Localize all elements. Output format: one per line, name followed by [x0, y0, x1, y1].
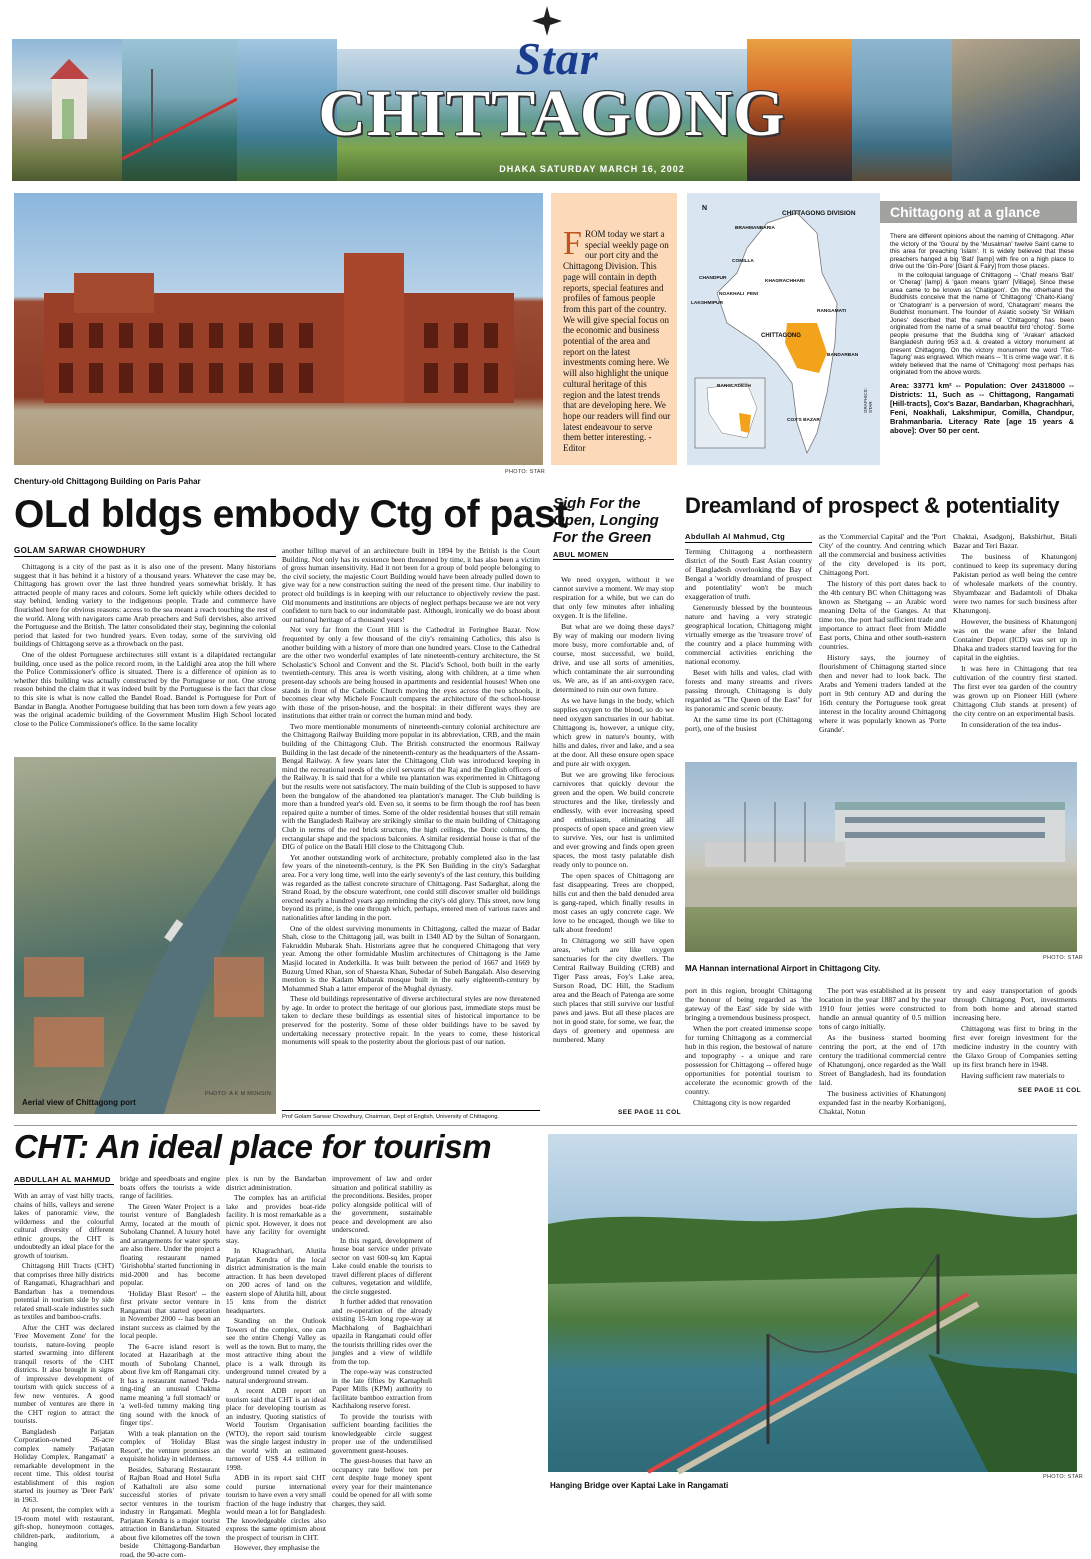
chittagong-division-map: [687, 193, 880, 465]
article4-para: ADB in its report said CHT could pursue international tourism to have even a very small fraction of the huge industry that would mean a lot for Bangladesh. The knowledgeable circles also express the same optimism about the prospect of tourism in CHT.: [226, 1474, 326, 1542]
port-aerial-photo: [14, 757, 276, 1114]
article3-para: The business activities of Khatungonj expanded fast in the nearby Korbanigonj, Chaktai, Notun: [819, 1089, 946, 1116]
article4-para: Chittagong Hill Tracts (CHT) that comprises three hilly districts of Rangamati, Khagrachhari and Bandarban has a tremendous potential in tourism side by side related small-scale industries such as textiles and bamboo-crafts.: [14, 1262, 114, 1322]
article1-col2-para: Yet another outstanding work of architecture, probably completed also in the last few years of the nineteenth-century, is the PK Sen Building in the city's Sadarghat area. For a very long time, well into the early seventy's of the last century, this building was regarded as the tallest concrete structure of Chittagong. Past Sadarghat, along the Strand Road, by the obscure waterfront, one could still discover smaller old buildings erected nearly a hundred years ago reminding the city's old glory. This street, now long beyond its prime, is the one through which, perhaps, entered men of various races and nationalities after landing in the port.: [282, 854, 540, 923]
article4-col1: [14, 1192, 114, 1492]
intro-dropcap: F: [563, 227, 582, 261]
article1-note-rule: [282, 1110, 540, 1111]
article4-para: The guest-houses that have an occupancy rate bellow ten per cent despite huge money spent every year for their maintenance could be opened for all with some charges, they said.: [332, 1457, 432, 1508]
article4-byline: ABDULLAH AL MAHMUD: [14, 1175, 111, 1184]
masthead-photo-rangamati-fountain: [12, 39, 122, 181]
map-title: CHITTAGONG DIVISION: [782, 210, 856, 217]
article1-byline: GOLAM SARWAR CHOWDHURY: [14, 546, 146, 555]
article3-see-page: SEE PAGE 11 COL: [1018, 1087, 1081, 1094]
article4-para: 'Holiday Blast Resort' -- the first private sector venture in Rangamati that started operation in November 2000 -- has been an instant success as claimed by the local people.: [120, 1290, 220, 1341]
article4-para: After the CHT was declared 'Free Movement Zone' for the tourists, nature-loving people started swarming into different tranquil resorts of the CHT districts. It also brought in signs of impressive development of tourism with quick success of a few new ventures. A good number of ventures are there in the CHT region to attract the tourists.: [14, 1324, 114, 1426]
article2-headline: Sigh For the Open, Longing For the Green: [553, 495, 673, 546]
article3-lower-col2: [819, 986, 946, 1116]
masthead-title-small: Star: [497, 32, 617, 85]
article4-para: plex is run by the Bandarban district administration.: [226, 1175, 326, 1192]
dateline: DHAKA SATURDAY MARCH 16, 2002: [442, 164, 742, 174]
article3-headline: Dreamland of prospect & potentiality: [685, 493, 1059, 519]
article3-para: Generously blessed by the bounteous nature and having a very strategic geographical location, Chittagong might virtually emerge as the 'treasure trove' of the country and a place humming with commercial activities enriching the national economy.: [685, 603, 812, 666]
article3-para: When the port created immense scope for turning Chittagong as a commercial hub in this region, the bestowal of nature and topography - a unique and rare possession for Chittagong -- offered huge opportunities for potential tourism to accelerate the economic growth of the country.: [685, 1024, 812, 1096]
article4-para: It further added that renovation and re-operation of the already existing 15-km long rope-way at Machhalong of Baghaichhari upazila in Rangamati could offer the tourists thrilling rides over the jungles and a view of wildlife from the top.: [332, 1298, 432, 1366]
article3-para: As the business started booming centring the port, at the end of 17th century the traditional commercial centre of Khatungonj, once regarded as the Wall Street of Bangladesh, had its foundation laid.: [819, 1033, 946, 1087]
glance-body: [890, 233, 1074, 435]
map-north-icon: N: [702, 205, 707, 212]
article4-rule: [14, 1184, 114, 1185]
article3-para: port in this region, brought Chittagong the honour of being regarded as 'the gateway of the East' side by side with bringing a tremendous business prospect.: [685, 986, 812, 1022]
masthead-title-large: CHITTAGONG: [292, 76, 812, 152]
article4-top-rule: [14, 1125, 1077, 1126]
article1-col1-para: Chittagong is a city of the past as it is also one of the present. Many historians suggest that it has behind it a history of a thousand years. Whatever the case may be, Chittagong has grown over the last three hundred years somewhat briskly. It has attracted people of many races and colours. Some left quickly while others decided to stay behind, lending variety to the indigenous people. Trade and commerce have flourished here for obvious reasons: access to the sea meant a reach touching the rest of the world. Along with navigators came Arab preachers and Sufi dervishes, also arrived the Portuguese and the British. The latter consolidated their stay, beginning the colonial period that lasted for two hundred years. Even today, some of the surviving old buildings of Chittagong serve as a throwback on the past.: [14, 563, 276, 649]
article2-byline: ABUL MOMEN: [553, 550, 609, 559]
article3-para: Terming Chittagong a northeastern district of the South East Asian country of Bangladesh overlooking the Bay of Bengal a 'worldly dreamland of prospect and potentiality' won't be much exaggeration of truth.: [685, 547, 812, 601]
article3-rule: [685, 542, 812, 543]
article3-para: as the 'Commercial Capital' and the 'Port City' of the country. And centring which all the commercial and business activities of the city developed is its port, Chittagong Port.: [819, 532, 946, 577]
article3-para: Chaktai, Asadgonj, Bakshirhut, Bitali Bazar and Teri Bazar.: [953, 532, 1077, 550]
article3-para: The port was established at its present location in the year 1887 and by the year 1910 four jetties were constructed to handle an annual quantity of 0.5 million tons of cargo initially.: [819, 986, 946, 1031]
article4-para: Bangladesh Parjatan Corporation-owned 26-acre complex namely 'Parjatan Holiday Complex, Rangamati' a remarkable development in the recent time. This oldest tourist establishment of this region started its journey as 'Deer Park' in 1963.: [14, 1428, 114, 1505]
article3-para: Beset with hills and vales, clad with forests and many streams and rivers passing through, Chittagong is duly regarded as "The Queen of the East" for its panoramic and scenic beauty.: [685, 668, 812, 713]
map-label-bandarban: BANDARBAN: [827, 353, 858, 358]
article4-para: The rope-way was constructed in the late fifties by Karnaphuli Paper Mills (KPM) authority to facilitate bamboo extraction from Kachhalong reserve forest.: [332, 1368, 432, 1411]
article2-rule: [553, 559, 674, 560]
glance-stats: Area: 33771 km² -- Population: Over 24318000 -- Districts: 11, Such as -- Chittagong, Rangamati [Hill-tracts], Cox's Bazar, Bandarban, Khagrachhari, Feni, Noakhali, Lakshmipur, Comilla, Chandpur, Brahmanbaria. Literacy Rate [age 15 years & above]: Over 50 per cent.: [890, 381, 1074, 435]
article3-col3: [953, 532, 1077, 759]
article1-col2-para: Two more mentionable monuments of nineteenth-century colonial architecture are the Chittagong Railway Building more popular in its abbreviation, CRB, and the main building of the Chittagong Club. The British constructed the enormous Railway Building in the last decade of the nineteenth-century as the headquarters of the Assam-Bengal Railway. A few years later the Chittagong Club was introduced keeping in mind the recreational needs of the civil servants of the Raj and the English officers of the Railway. It is said that for a while tea plantation was experimented in Chittagong but the results were not satisfactory. The main building of the Club is supposed to have been the bungalow of the abandoned tea plantation's manager. The Club building is more than a hundred year's old. Even so, it seems to be firm though the roof has been repaired quite a number of times. Some of the older residential houses that still remain with the Bangladesh Railway are strikingly similar to the main building of Chittagong Club in terms of the red brick structure, the high ceilings, the Doric columns, the rectangular shape and the spacious balconies. A similar residential house is that of the DIG of police on the Batali Hill close to the Chittagong Club.: [282, 723, 540, 852]
article4-para: In Khagrachhari, Alutila Parjatan Kendra of the local district administration is the main attraction. It has been developed on 200 acres of land on the eastern slope of Alutila hill, about 15 kms from the district headquarters.: [226, 1247, 326, 1315]
article4-para: The complex has an artificial lake and provides boat-ride facility. It is most remarkable as a picnic spot. However, it does not have any facility for overnight stay.: [226, 1194, 326, 1245]
article3-byline: Abdullah Al Mahmud, Ctg: [685, 532, 785, 541]
article3-para: In consideration of the tea indus-: [953, 720, 1077, 729]
article3-para: try and easy transportation of goods through Chittagong Port, investments from both home and abroad started increasing here.: [953, 986, 1077, 1022]
glance-box: [880, 193, 1077, 465]
article4-para: bridge and speedboats and engine boats offers the tourists a wide range of facilities.: [120, 1175, 220, 1201]
article1-col2: [282, 547, 540, 1103]
article1-col2-para: One of the oldest surviving monuments in Chittagong, called the mazar of Badar Shah, close to the Chittagong jail, was built in 1340 AD by the Sultan of Sonargaon, Fakruddin Mubarak Shah. Historians agree that he conquered Chittagong that very year. Among the other formidable Muslim architectures of Chittagong is the Jame Masjid located in Anderkilla. It was built between the period of 1667 and 1669 by Buzurg Umed Khan, son of Shaesta Khan, Subedar of Subeh Bangalah. Also deserving mention is the Kadam Mubarak mosque built in the early eighteenth-century by Mohammed Shah a latter emperor of the Mughal dynasty.: [282, 925, 540, 994]
article4-para: A recent ADB report on tourism said that CHT is an ideal place for developing tourism as an industry. Quoting statistics of World Tourism Organisation (WTO), the report said tourism was the single largest industry in the world with an estimated turnover of US$ 4.4 trillion in 1998.: [226, 1387, 326, 1472]
article4-headline: CHT: An ideal place for tourism: [14, 1128, 491, 1166]
article1-headline: OLd bldgs embody Ctg of past: [14, 493, 568, 537]
article3-para: The business of Khatungonj continued to keep its supremacy during Pakistan period as well being the centre of wholesale markets of the country. Shyambazar and Badamtoli of Dhaka were two names for such business after Khatungonj.: [953, 552, 1077, 615]
article1-col2-para: Not very far from the Court Hill is the Cathedral in Feringhee Bazar. Now frequented by only a few thousand of the city's remaining Catholics, this also is another building with a history of more than one hundred years. Close to the Cathedral are the other two wonderful examples of late nineteenth-century architecture, the St Scholastic's School and Convent and the St. Placid's School, both built in the early twentieth-century. This area is worth visiting, along with children, at a time when present-day schools are being housed in apartments and residential houses! When one stands in front of the Catholic Church moving the eyes across the two schools, it becomes clear why Michele Foucault compares the architecture of the school-house with those of the prison-house, and the hospital: in their different ways they are institutions that either train or correct the human mind and body.: [282, 626, 540, 721]
article4-para: The 6-acre island resort is located at Hazaribagh at the mouth of Subolang Channel, about five km off Rangamati city. It has a restaurant named 'Peda-ting-ting' an unusual Chakma name meaning 'a full stomach' or 'a well-fed tummy making ting ting sound with the knock of finger tips'.: [120, 1343, 220, 1428]
masthead-photo-bridge: [122, 39, 237, 181]
article3-para: It was here in Chittagong that tea cultivation of the country first started. The first ever tea garden of the country was grown up on Pioneer Hill (where Chittagong Club stands at present) of the city centre on an experimental basis.: [953, 664, 1077, 718]
masthead-photo-beach: [852, 39, 952, 181]
article4-para: Standing on the Outlook Towers of the complex, one can see the entire Chengi Valley as well as the town. But to many, the most attractive thing about the place is a walk through its underground tunnel created by a natural underground stream.: [226, 1317, 326, 1385]
airport-photo: [685, 762, 1077, 952]
article2-body: [553, 575, 674, 1105]
article3-para: However, the business of Khatungonj was on the wane after the Inland Container Depot (ICD) was set up in Dhaka and traders started leaving for the capital in the eighties.: [953, 617, 1077, 662]
article4-para: However, they emphasise the: [226, 1544, 326, 1553]
map-label-brahmanbaria: BRAHMANBARIA: [735, 226, 775, 231]
map-label-noakhali: NOAKHALI: [719, 292, 744, 297]
map-label-rangamati: RANGAMATI: [817, 309, 846, 314]
article1-rule: [14, 556, 276, 557]
airport-photo-caption: MA Hannan international Airport in Chittagong City.: [685, 964, 880, 973]
hanging-bridge-photo: [548, 1134, 1077, 1472]
building-photo-caption: Chentury-old Chittagong Building on Paris Pahar: [14, 477, 201, 486]
article1-col1: [14, 563, 276, 743]
article3-para: At the same time its port (Chittagong port), one of the busiest: [685, 715, 812, 733]
article3-lower-col1: [685, 986, 812, 1116]
article4-para: At present, the complex with a 19-room motel with restaurant, gift-shop, honeymoon cottages, children-park, auditorium, a hanging: [14, 1506, 114, 1549]
intro-text: [563, 229, 671, 454]
article4-para: In this regard, development of house boat service under private sector on vast 600-sq km Kaptai Lake could enable the tourists to travel different places of different cultures, vegetation and wildlife, the circle suggested.: [332, 1237, 432, 1297]
article3-lower-col3: [953, 986, 1077, 1086]
building-photo-credit: PHOTO: STAR: [505, 469, 545, 475]
airport-photo-credit: PHOTO: STAR: [1043, 955, 1083, 961]
article3-col2: [819, 532, 946, 759]
article3-para: Chittagong was first to bring in the first ever foreign investment for the medicine industry in the country with the Glaxo Group of Companies setting up its first branch here in 1948.: [953, 1024, 1077, 1069]
intro-body: ROM today we start a special weekly page on our port city and the Chittagong Division. This page will contain in depth reports, special features and profiles of famous people from this part of the country. We will give special focus on the economic and business potential of the area and report on the latest investments coming here. We will also highlight the unique cultural heritage of this region and the latest trends that are developing here. We hope our readers will find our latest endeavour to serve them better interesting. - Editor: [563, 229, 670, 453]
hanging-bridge-photo-caption: Hanging Bridge over Kaptai Lake in Rangamati: [550, 1481, 728, 1490]
article4-col4: [332, 1175, 432, 1492]
map-label-khagrachhari: KHAGRACHHARI: [765, 279, 805, 284]
building-photo: [14, 193, 543, 465]
article2-para: As we have lungs in the body, which supplies oxygen to the blood, so do we need oxygen sanctuaries in our habitat. Chittagong is, however, a unique city, which grew in nature's bounty, with hills and dales, river and lake, and a sea at the door. All these ensure open space and pure air with oxygen.: [553, 696, 674, 768]
article4-para: Besides, Sabarang Restaurant of Rajban Road and Hotel Sufia of Kathaltoli are also some successful stories of private sector ventures in the tourism industry in Rangamati. Meghla Parjatan Kendra is a major tourist attraction in Bandarban. Situated about five kilometres off the town beside Chittagong-Bandarban road, the 90-acre com-: [120, 1466, 220, 1559]
article4-para: improvement of law and order situation and political stability as the preconditions. Besides, proper policy alongside political will of the government, sustainable peace and development are also underscored.: [332, 1175, 432, 1235]
article4-para: With a teak plantation on the complex of 'Holiday Blast Resort', the venture promises an exquisite holiday in wilderness.: [120, 1430, 220, 1464]
glance-title-bar: [880, 201, 1077, 223]
article3-para: Having sufficient raw materials to: [953, 1071, 1077, 1080]
map-label-chandpur: CHANDPUR: [699, 276, 726, 281]
port-photo-credit: PHOTO: A K M MOHSIN: [205, 1091, 271, 1097]
glance-para-2: In the colloquial language of Chittagong -- 'Chati' means 'Bati' or 'Cherag' [lamp] & 'gaon means 'gram' [Village]. Since these area came to be known as 'Chatigaon'. On the otherhand the Buddhists conceive that the name of 'Chittagong' 'Chaito-Kiang' or 'Chatogram' is a perversion of word, 'Chatagram' means the Buddhist monument. The founder of Asiatic society 'Sir William Jones' described that the name of 'Chittagong' has been originated from the name of a small beautiful bird 'chotog'. Some people presume that the Buddha king of 'Arakan' attacked Bangladesh during 953 a.d. & created a victory monument at present Chittagong. On the victory monument the word 'Tist-Tagung' was engraved. Which means -- 'It is crime wage war'. It is widely believed that the name of 'Chittagong' most perhaps has originated from the above words.: [890, 272, 1074, 377]
article3-para: History says, the journey of flourishment of Chittagong started since then and never had to look back. The Arabs and Yemeni traders landed at the port in 9th century AD and during the 16th century the Portuguese took great interest in the locality around Chittagong where it was popularly known as 'Porte Grande'.: [819, 653, 946, 734]
article2-see-page: SEE PAGE 11 COL: [618, 1109, 681, 1116]
article2-para: But we are growing like ferocious carnivores that quickly devour the green and the open. We build concrete structures and the like, tirelessly and endlessly, with ever increasing speed and enthusiasm, eliminating all prospects of open space and green view to survive. Yes, our lust is unlimited and ever growing and finds open green spaces, the most tasty palatable dish ready only to pounce on.: [553, 770, 674, 869]
glance-para-1: There are different opinions about the naming of Chittagong. After the victory of the 'Goura' by the 'Musalman' twelve Saint came to this area for preaching 'Islam'. It is widely believed that these preachers hanged a big 'Bati' [lamp] with fire on a high place to drive out the 'Gin-Pore' [Giant & Fairy] from those places.: [890, 233, 1074, 271]
article3-col1: [685, 547, 812, 759]
article2-para: The open spaces of Chittagong are fast disappearing. Trees are chopped, hills cut and then the bald denuded area is gang-raped, which finally results in most cases an ugly concrete cage. We love to be encaged, though we like to talk about freedom!: [553, 871, 674, 934]
port-photo-caption: Aerial view of Chittagong port: [22, 1098, 136, 1107]
article1-col2-para: These old buildings representative of diverse architectural styles are now threatened by age. In order to protect the heritage of our glorious past, immediate steps must be taken to declare these buildings as essential sites of historical importance to be preserved for the posterity. Some of these older buildings have to be saved by undertaking necessary protective repair. In the years to come, these historical monuments will speak to the posterity about the glorious past of our nation.: [282, 995, 540, 1047]
intro-box: [551, 193, 677, 465]
glance-title: Chittagong at a glance: [880, 201, 1077, 220]
article1-col1-para: One of the oldest Portuguese architectures still extant is a dilapidated rectangular building, once used as the police record room, in the Laldighi area atop the hill where the Police Commissioner's office is situated. There is a difference of opinion as to whether this building was actually constructed by the Portuguese or not. One strong reason behind the claim that it was indeed built by the Portuguese is the fact that close to this site is what is now called the Bandel Road. Bandel is Portuguese for Port of Bandar in Bangla. Another Portuguese building that has been torn down a few years ago was the original academic building of the Government Muslim High School located close to the Police Commissioner's office. In the same locality: [14, 651, 276, 728]
article3-para: The history of this port dates back to the 4th century BC when Chittagong was known as Shetgang -- an Arabic word meaning Delta of the Ganges. At that time too, the port had sufficient trade and importance to attract fleet from Middle East ports, China and other south-eastern countries.: [819, 579, 946, 651]
masthead: [12, 14, 1080, 174]
article2-para: We need oxygen, without it we cannot survive a moment. We may stop respiration for a while, but we can do that only few minutes after inhaling oxygen. It is the lifeline.: [553, 575, 674, 620]
hanging-bridge-photo-credit: PHOTO: STAR: [1043, 1474, 1083, 1480]
map-box: [687, 193, 880, 465]
map-label-feni: FENI: [747, 292, 758, 297]
article4-para: With an array of vast hilly tracts, chains of hills, valleys and serene lakes of panoramic view, the wilderness and the colourful cultural diversity of different ethnic groups, the CHT is undoubtedly an ideal place for the growth of tourism.: [14, 1192, 114, 1260]
map-label-coxs-bazar: COX'S BAZAR: [787, 418, 820, 423]
article1-col2-para: another hilltop marvel of an architecture built in 1894 by the British is the Court Building. Not only has its existence been threatened by time, it has also been a victim of gross human insensitivity. Had it not been for a group of bold people belonging to the civil society, the majestic Court Building would have been already pulled down to give way for a new construction suiting the need of the present time. Our inability to protect old buildings is in keeping with our reluctance to objectively review the past. Old monuments and institutions are objects of neglect perhaps because we are not very confident to turn back to our indomitable past. Although, ironically we do boast about our national heritage of a thousand years!: [282, 547, 540, 624]
article3-para: Chittagong city is now regarded: [685, 1098, 812, 1107]
article2-para: In Chittagong we still have open areas, which are like oxygen sanctuaries for the city dwellers. The Central Railway Building (CRB) and Tiger Pass areas, Foy's Lake area, Surson Road, DC Hill, the Stadium area and the Beach of Patenga are some such places that still survive our lustful paws and jaws. But all these places are not in good state, for some, we fear, the days of greenery and openness are numbered. Many: [553, 936, 674, 1044]
article4-col3: [226, 1175, 326, 1492]
map-label-chittagong: CHITTAGONG: [761, 333, 801, 339]
article1-author-note: Prof Golam Sarwar Chowdhury, Chairman, Dept of English, University of Chittagong.: [282, 1114, 540, 1120]
map-credit: GRAPHICS: STAR: [863, 388, 873, 413]
map-label-comilla: COMILLA: [732, 259, 754, 264]
article2-para: But what are we doing these days? By way of making our modern living more busy, more comfortable and, of course, most successful, we build, drive, and use all sorts of amenities, which contaminate the air surrounding us. We are, as if an anti-oxygen race, determined to ruin our own future.: [553, 622, 674, 694]
article4-col2: [120, 1175, 220, 1492]
map-label-lakshmipur: LAKSHMIPUR: [691, 301, 723, 306]
article4-para: To provide the tourists with sufficient boarding facilities the knowledgeable circle suggest proper use of the underutilised government guest-houses.: [332, 1413, 432, 1456]
map-label-bangladesh: BANGLADESH: [717, 384, 751, 389]
masthead-photo-port: [952, 39, 1080, 181]
article4-para: The Green Water Project is a tourist venture of Bangladesh Army, located at the mouth of Subolang Channel. A luxury hotel and arrangements for water sports are also there. Under the project a floating restaurant named 'Girishobha' started functioning in mid-2000 and has become popular.: [120, 1203, 220, 1288]
